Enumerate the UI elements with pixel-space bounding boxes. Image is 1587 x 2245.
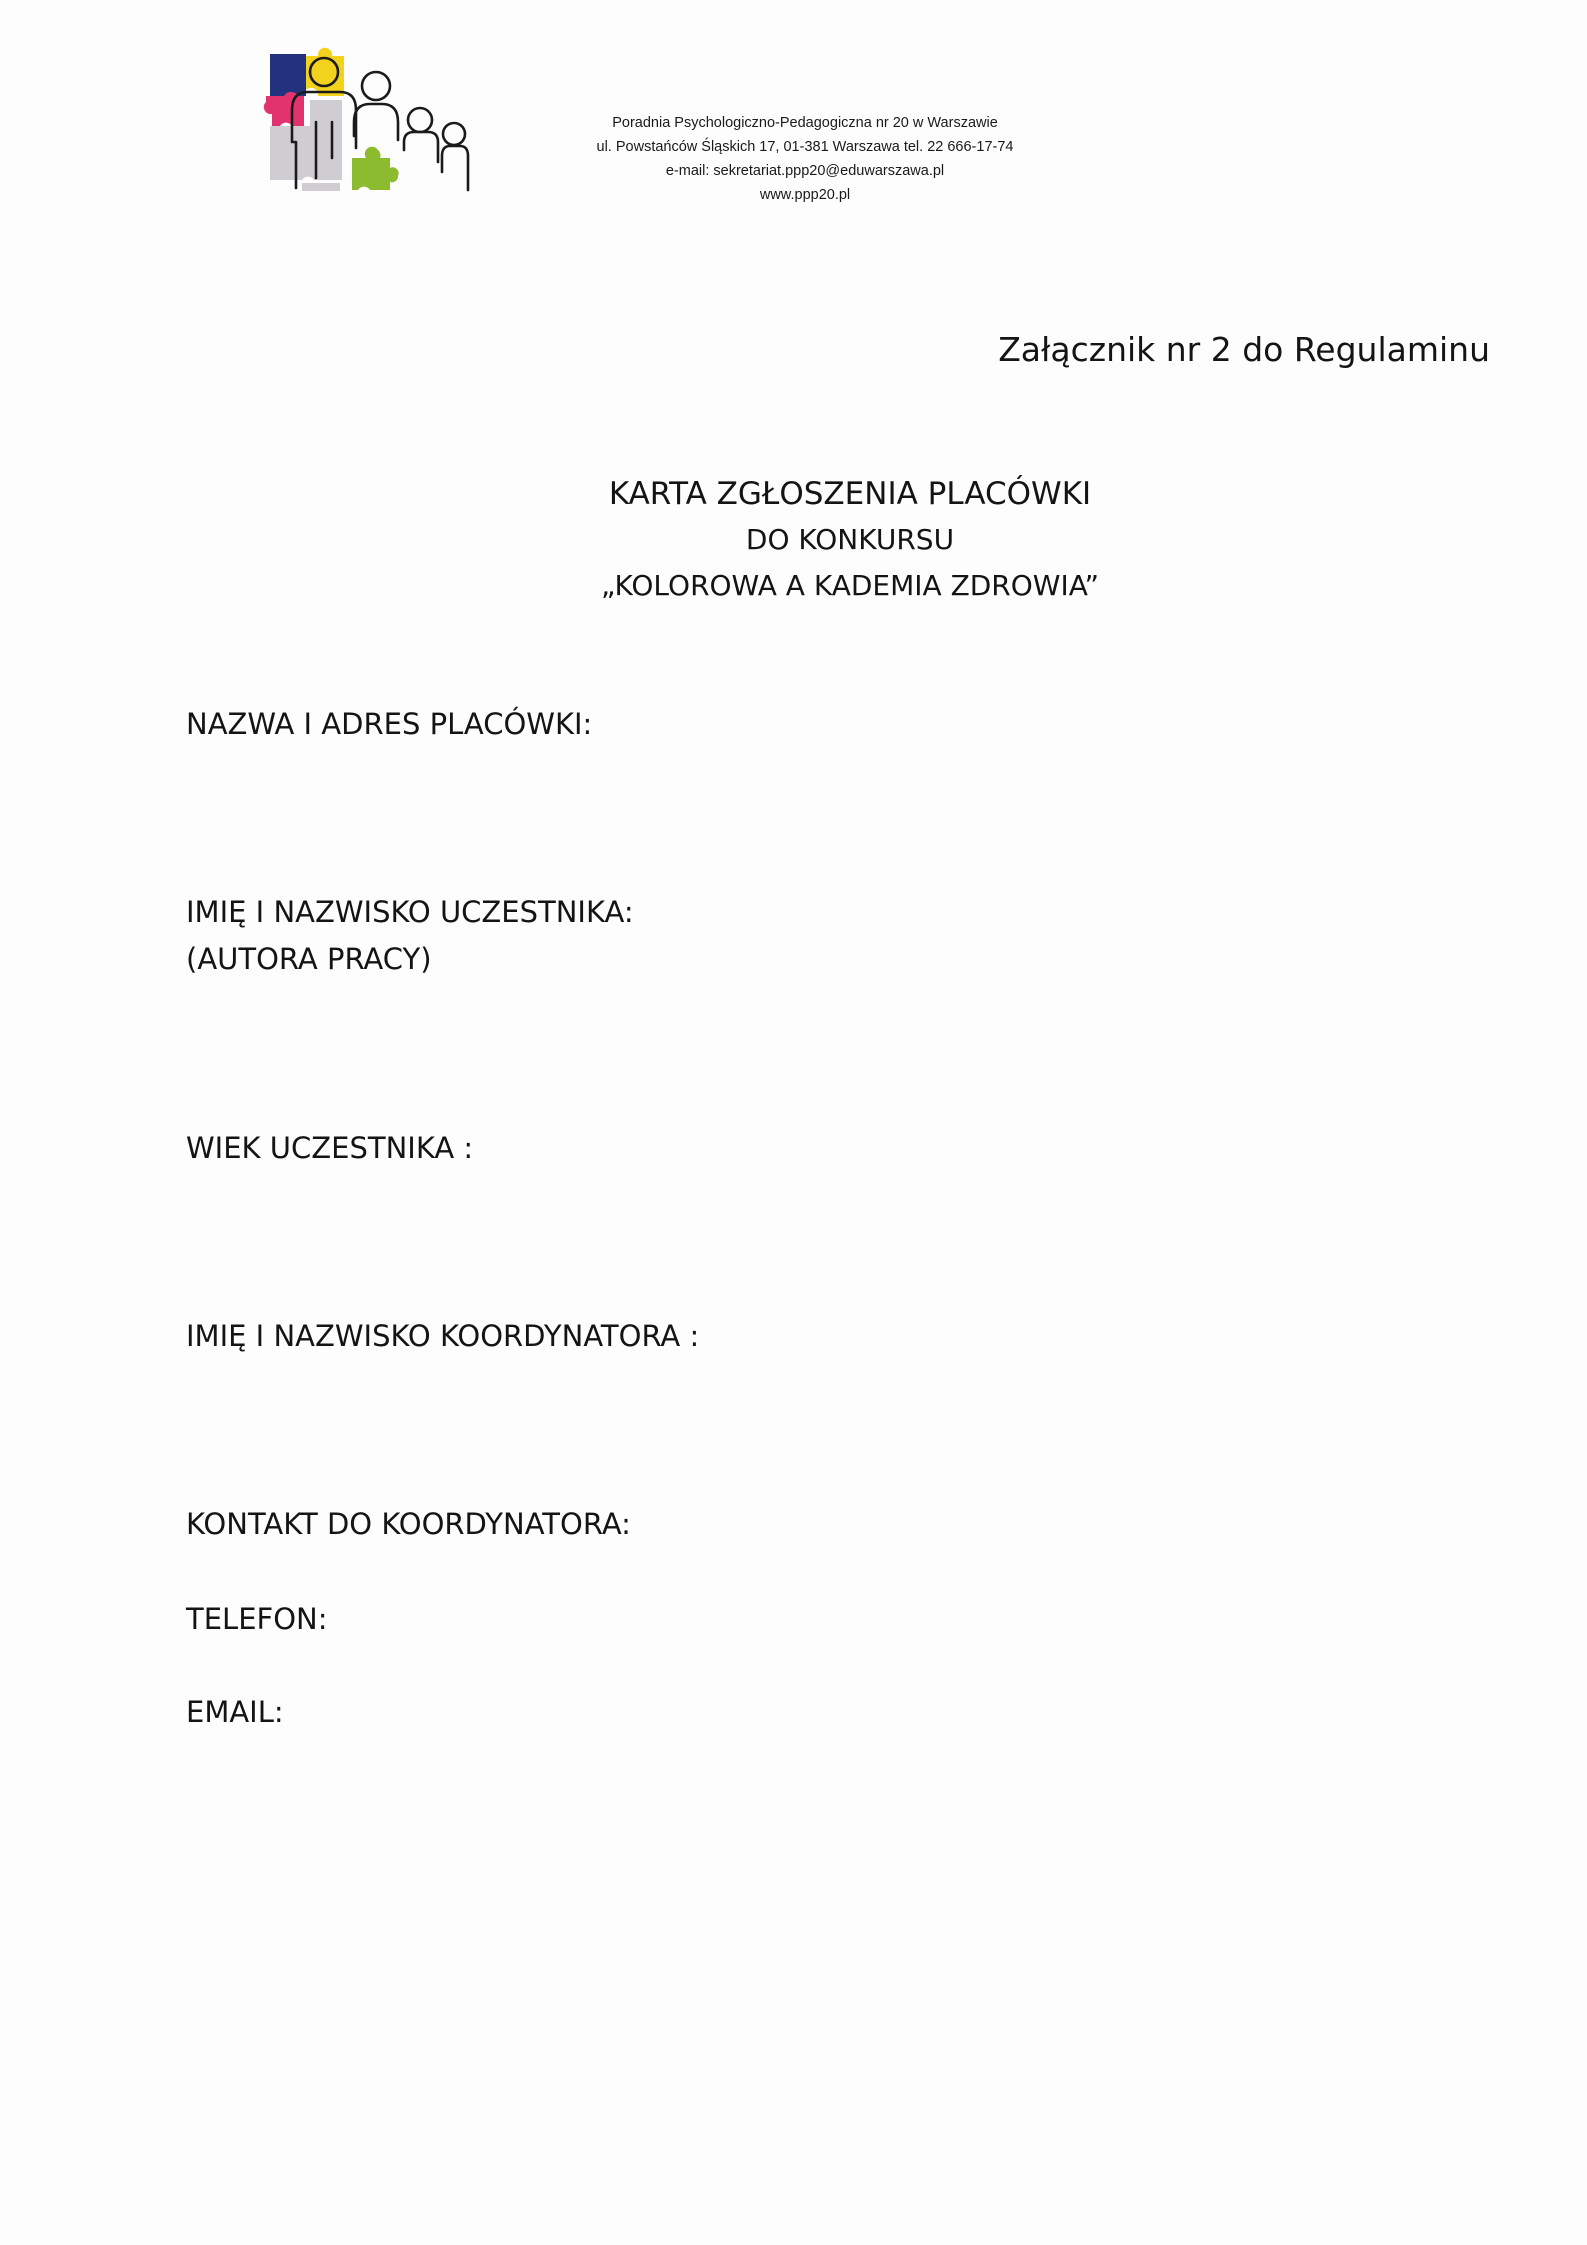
letterhead-website: www.ppp20.pl: [759, 187, 851, 203]
logo-pink-piece: [264, 92, 304, 126]
title-line-1: KARTA ZGŁOSZENIA PLACÓWKI: [608, 476, 1092, 512]
title-line-3: „KOLOROWA A KADEMIA ZDROWIA”: [601, 569, 1099, 602]
annex-label: Załącznik nr 2 do Regulaminu: [998, 330, 1490, 369]
field-institution-label: NAZWA I ADRES PLACÓWKI:: [186, 707, 593, 741]
poradnia-logo: [258, 38, 473, 203]
logo-green-piece: [352, 147, 399, 190]
letterhead-institution: Poradnia Psychologiczno-Pedagogiczna nr 20 w Warszawie: [612, 115, 998, 131]
form-title: [490, 470, 1210, 610]
field-email-label: EMAIL:: [186, 1695, 284, 1729]
logo-navy-piece: [270, 54, 312, 96]
field-coordinator-name-label: IMIĘ I NAZWISKO KOORDYNATORA :: [186, 1319, 700, 1353]
field-participant-name-label: IMIĘ I NAZWISKO UCZESTNIKA:: [186, 895, 634, 929]
title-line-2: DO KONKURSU: [745, 523, 955, 556]
letterhead-email: e-mail: sekretariat.ppp20@eduwarszawa.pl: [665, 163, 945, 179]
field-participant-note: (AUTORA PRACY): [186, 942, 432, 976]
letterhead-address: ul. Powstańców Śląskich 17, 01-381 Warszawa tel. 22 666-17-74: [596, 139, 1014, 155]
field-participant-age-label: WIEK UCZESTNIKA :: [186, 1131, 474, 1165]
field-phone-label: TELEFON:: [186, 1602, 328, 1636]
letterhead: [560, 111, 1050, 207]
field-coordinator-contact-label: KONTAKT DO KOORDYNATORA:: [186, 1507, 631, 1541]
